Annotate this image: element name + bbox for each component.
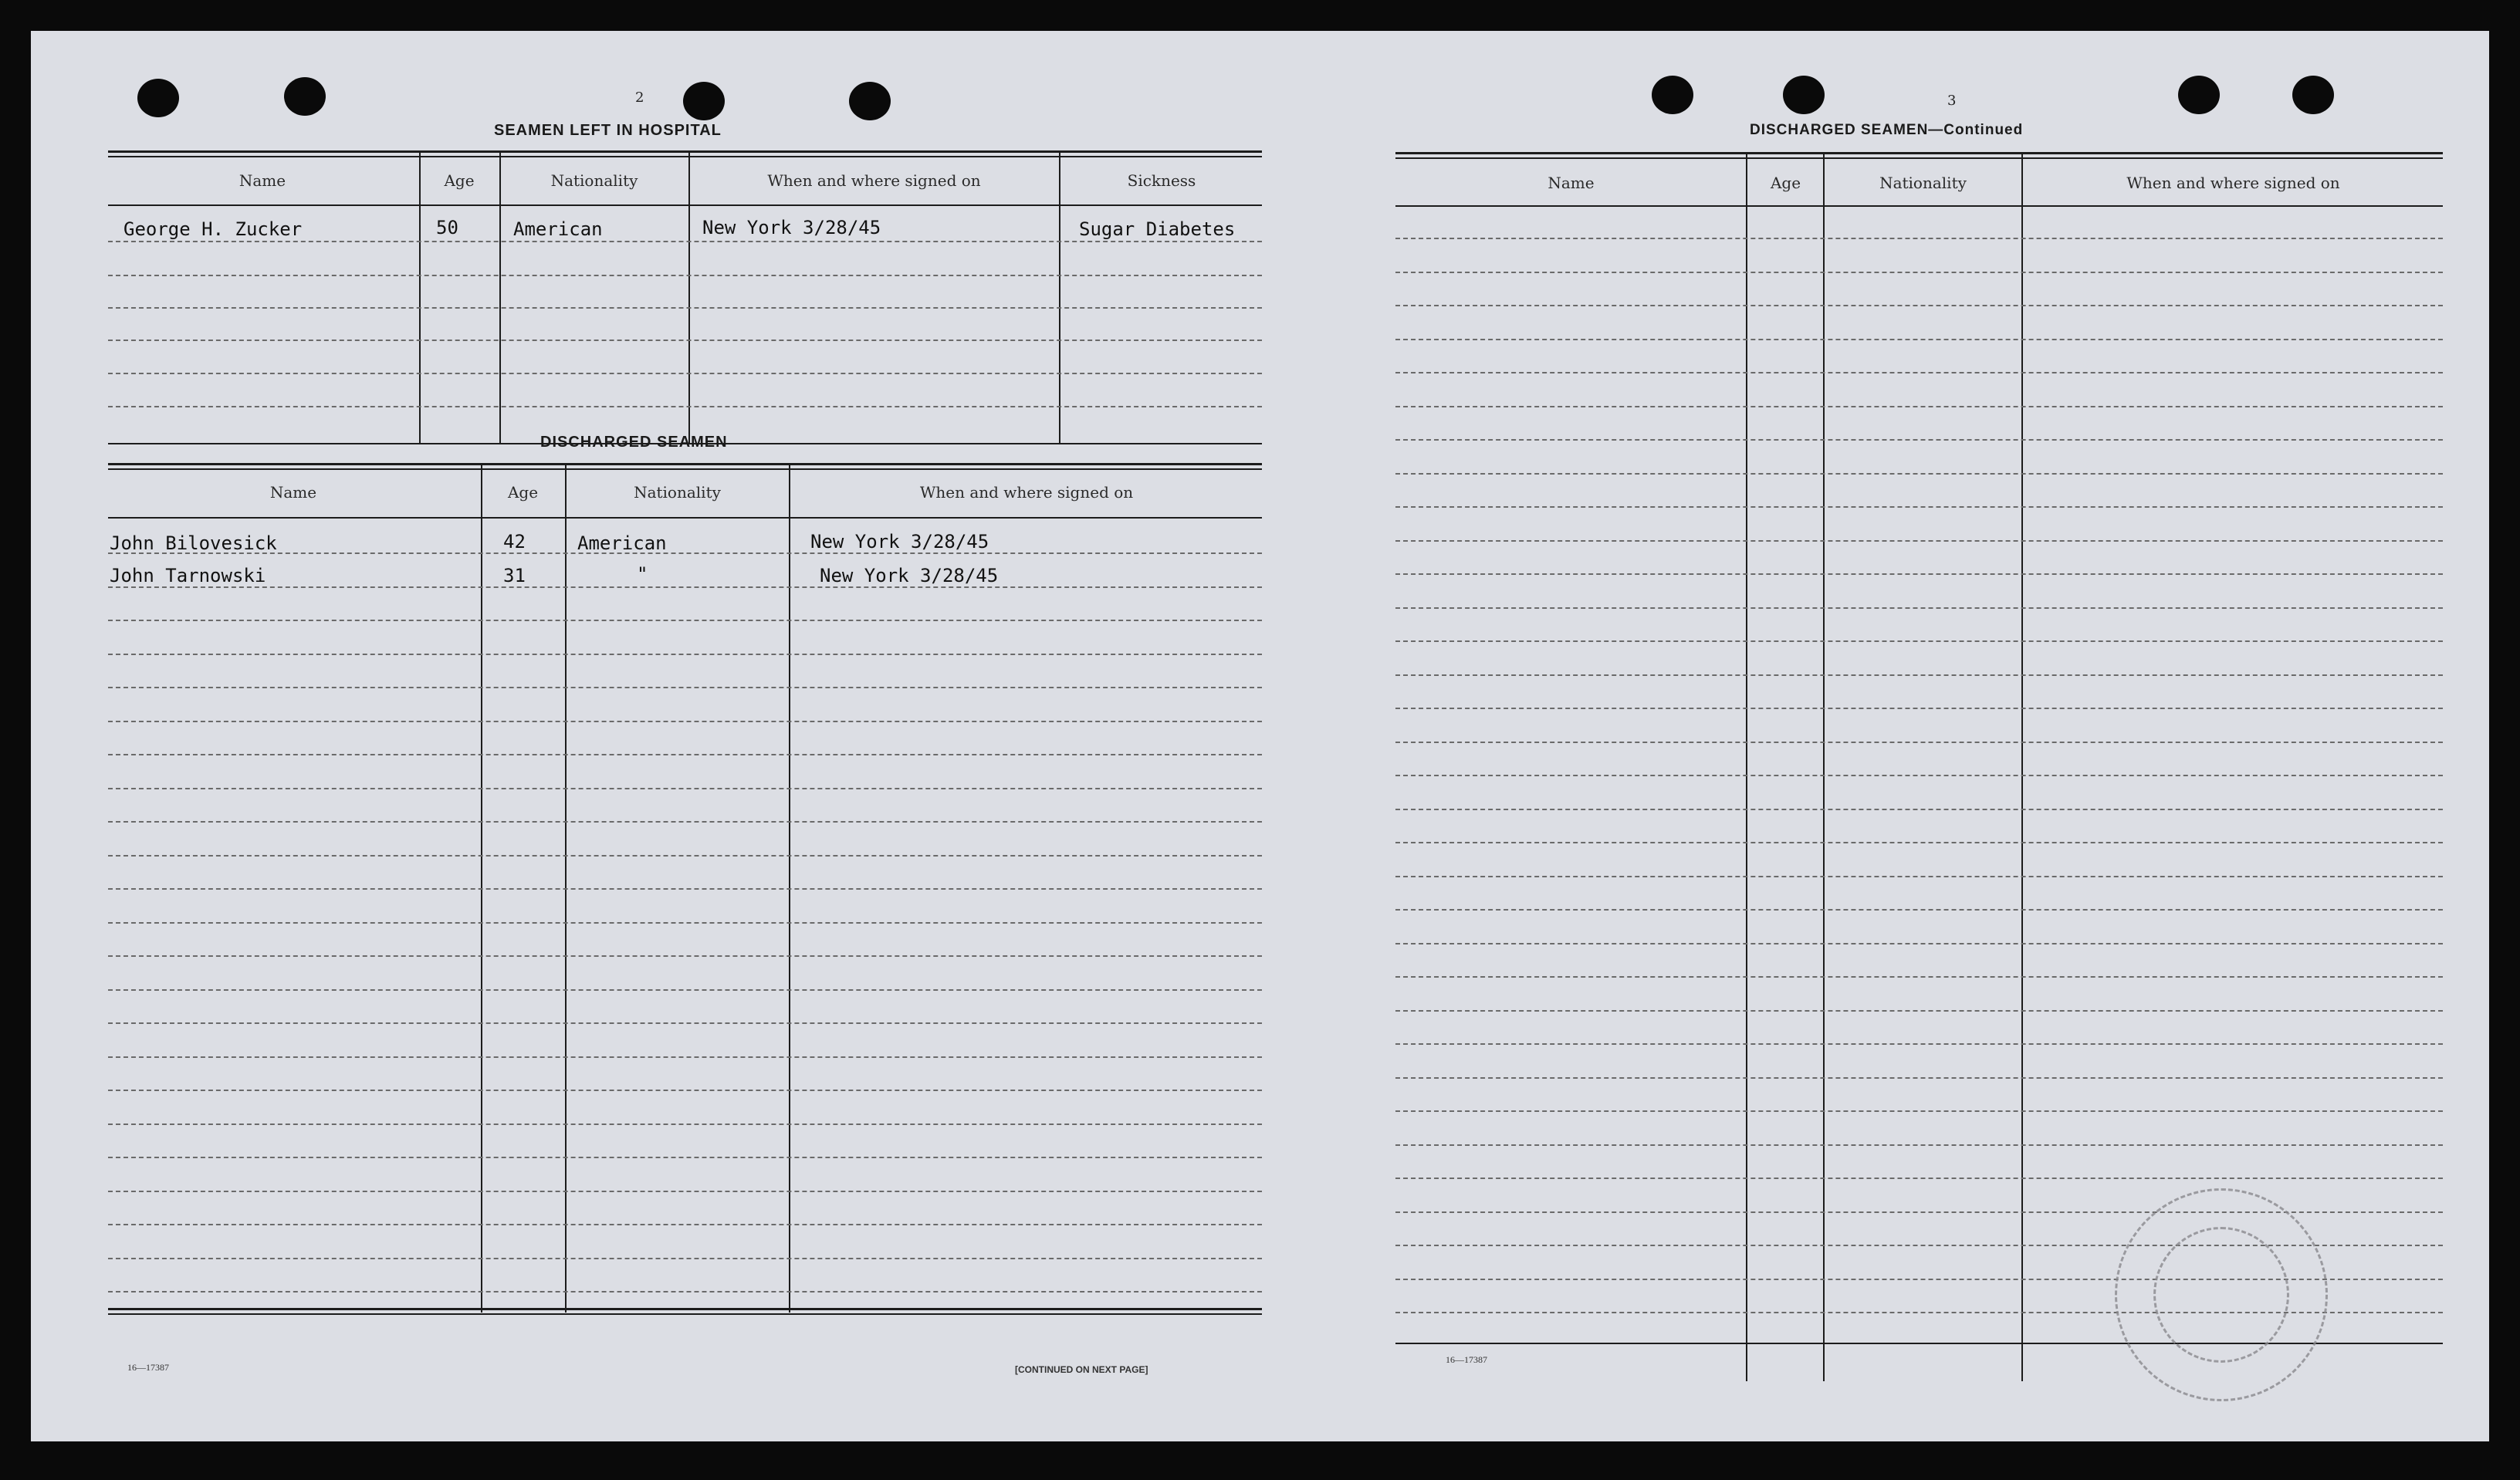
row-line [1395,943,2443,944]
column-header-nationality: Nationality [634,483,721,502]
column-header-signed-on: When and where signed on [919,483,1134,502]
row-line [1395,1144,2443,1146]
row-line [1395,674,2443,676]
row-line [108,721,1262,722]
column-header-sickness: Sickness [1127,171,1196,190]
column-header-signed-on: When and where signed on [767,171,981,190]
row-line [108,1191,1262,1192]
row-line [1395,372,2443,373]
row-line [1395,708,2443,709]
row-line [108,1056,1262,1058]
row-line [1395,339,2443,340]
row-line [108,888,1262,890]
row-line [108,241,1262,242]
row-line [108,340,1262,341]
row-line [1395,1043,2443,1045]
row-line [108,754,1262,755]
row-line [108,1022,1262,1024]
row-line [108,586,1262,588]
discharged-name-cell: John Bilovesick [110,532,277,554]
row-line [1395,809,2443,810]
table-top-rule [108,468,1262,470]
row-line [1395,573,2443,575]
row-line [1395,439,2443,441]
row-line [108,275,1262,276]
row-line [108,955,1262,957]
hospital-section-title: SEAMEN LEFT IN HOSPITAL [494,122,722,139]
row-line [108,989,1262,991]
column-header-name: Name [1548,174,1595,192]
discharged-section-title: DISCHARGED SEAMEN [540,434,728,451]
continued-note: [CONTINUED ON NEXT PAGE] [1015,1364,1148,1375]
right-page [1266,31,2489,1441]
table-top-rule [108,463,1262,465]
row-line [108,1090,1262,1091]
row-line [1395,272,2443,273]
column-header-nationality: Nationality [1879,174,1967,192]
page-number: 3 [1947,93,1957,109]
discharged-name-cell: John Tarnowski [110,565,266,586]
table-top-rule [108,156,1262,157]
column-header-name: Name [269,483,317,502]
table-top-rule [108,150,1262,153]
row-line [1395,540,2443,542]
header-underline [108,204,1262,206]
hospital-sickness-cell: Sugar Diabetes [1079,218,1236,240]
column-divider [419,153,421,444]
column-header-age: Age [507,483,539,502]
column-header-nationality: Nationality [550,171,638,190]
row-line [1395,1178,2443,1179]
row-line [108,307,1262,309]
left-page [31,31,1266,1441]
row-line [108,821,1262,823]
row-line [108,1124,1262,1125]
column-divider [1059,153,1060,444]
column-divider [499,153,501,444]
column-divider [688,153,690,444]
row-line [108,620,1262,621]
row-line [108,687,1262,688]
discharged-age-cell: 42 [503,531,526,552]
row-line [1395,842,2443,843]
row-line [108,654,1262,655]
row-line [1395,506,2443,508]
page-number: 2 [635,90,644,106]
row-line [1395,473,2443,475]
row-line [108,922,1262,924]
form-number: 16—17387 [1446,1354,1487,1365]
row-line [108,788,1262,789]
row-line [1395,1110,2443,1112]
row-line [1395,1010,2443,1012]
document-scan [31,31,2489,1441]
header-underline [1395,205,2443,207]
receipt-stamp-inner [2153,1227,2289,1363]
column-header-name: Name [238,171,286,190]
discharged-signed-on-cell: New York 3/28/45 [810,531,989,552]
row-line [108,855,1262,857]
hospital-nationality-cell: American [513,218,603,240]
form-number: 16—17387 [127,1362,169,1373]
row-line [108,1258,1262,1259]
discharged-age-cell: 31 [503,565,526,586]
table-bottom-rule [108,1308,1262,1310]
row-line [1395,640,2443,642]
row-line [108,1291,1262,1292]
row-line [1395,742,2443,743]
discharged-nationality-cell: American [577,532,667,554]
hospital-name-cell: George H. Zucker [123,218,303,240]
row-line [108,1157,1262,1158]
row-line [1395,305,2443,306]
discharged-signed-on-cell: New York 3/28/45 [820,565,999,586]
row-line [108,373,1262,374]
row-line [1395,1077,2443,1079]
discharged-nationality-cell: " [637,563,648,585]
table-top-rule [1395,152,2443,154]
column-header-age: Age [444,171,475,190]
table-bottom-rule [108,1313,1262,1315]
row-line [1395,406,2443,407]
table-top-rule [1395,157,2443,159]
column-header-signed-on: When and where signed on [2126,174,2340,192]
discharged-continued-title: DISCHARGED SEAMEN—Continued [1750,122,2024,138]
row-line [1395,607,2443,609]
row-line [108,406,1262,407]
column-header-age: Age [1770,174,1801,192]
hospital-age-cell: 50 [436,217,458,238]
row-line [1395,976,2443,978]
row-line [1395,876,2443,877]
row-line [108,552,1262,554]
row-line [1395,909,2443,911]
row-line [1395,238,2443,239]
row-line [108,1224,1262,1225]
row-line [1395,775,2443,776]
hospital-signed-on-cell: New York 3/28/45 [702,217,881,238]
header-underline [108,517,1262,519]
